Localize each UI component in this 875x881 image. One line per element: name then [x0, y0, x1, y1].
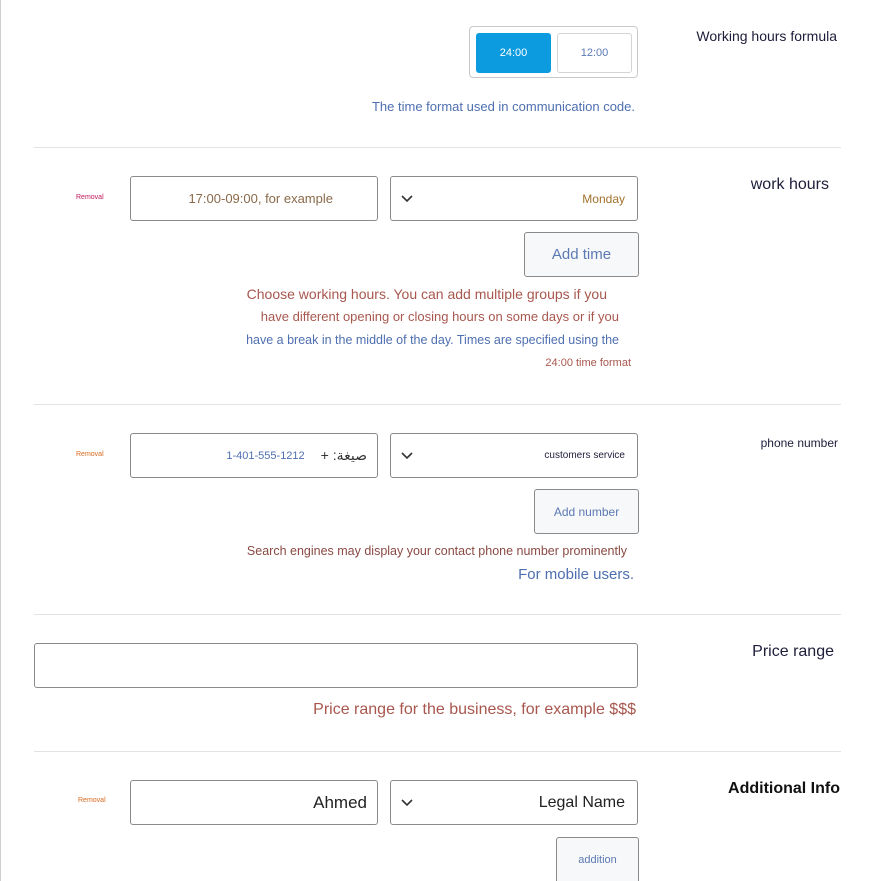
phone-number-label: phone number [760, 436, 838, 450]
additional-info-value-input[interactable] [130, 780, 378, 825]
phone-help-line-1: Search engines may display your contact phone number prominently [246, 544, 627, 558]
phone-number-input[interactable] [130, 433, 378, 478]
phone-type-select[interactable] [390, 433, 638, 478]
working-hours-formula-label: Working hours formula [696, 28, 837, 44]
work-hours-day-value: Monday [582, 191, 625, 206]
left-border [0, 0, 1, 881]
price-range-input[interactable] [34, 643, 638, 688]
chevron-down-icon [401, 449, 415, 463]
add-number-button[interactable]: Add number [534, 489, 639, 534]
chevron-down-icon [401, 796, 415, 810]
chevron-down-icon [401, 192, 415, 206]
work-hours-help-line-3: have a break in the middle of the day. Times are specified using the [246, 333, 619, 347]
additional-info-type-value: Legal Name [538, 793, 625, 811]
divider [34, 147, 841, 148]
addition-button[interactable]: addition [556, 837, 639, 881]
divider [34, 404, 841, 405]
price-range-help: Price range for the business, for example $$$ [313, 701, 636, 718]
divider [34, 614, 841, 615]
time-format-help: The time format used in communication code. [371, 99, 635, 114]
add-time-button[interactable]: Add time [524, 232, 639, 277]
work-hours-day-select[interactable] [390, 176, 638, 221]
phone-type-value: customers service [544, 450, 625, 461]
time-format-24-button[interactable]: 24:00 [476, 33, 551, 73]
additional-info-label: Additional Info [728, 780, 840, 797]
divider [34, 751, 841, 752]
work-hours-time-input[interactable] [130, 176, 378, 221]
work-hours-label: work hours [750, 176, 829, 193]
phone-number-placeholder: 1-401-555-1212 [226, 449, 305, 462]
work-hours-time-placeholder: 17:00-09:00, for example [188, 191, 333, 206]
work-hours-help-line-2: have different opening or closing hours on some days or if you [260, 309, 619, 324]
price-range-label: Price range [752, 643, 834, 660]
additional-info-value: Ahmed [313, 792, 367, 812]
time-format-12-button[interactable]: 12:00 [557, 33, 632, 73]
work-hours-remove-link[interactable]: Removal [76, 194, 104, 201]
work-hours-help-line-4: 24:00 time format [545, 357, 631, 369]
phone-number-remove-link[interactable]: Removal [76, 451, 104, 458]
phone-format-prefix: صيغة: + [320, 447, 367, 463]
time-format-toggle [469, 26, 638, 78]
additional-info-type-select[interactable] [390, 780, 638, 825]
additional-info-remove-link[interactable]: Removal [78, 797, 106, 804]
phone-help-line-2: For mobile users. [518, 566, 634, 583]
work-hours-help-line-1: Choose working hours. You can add multiple groups if you [246, 286, 607, 302]
